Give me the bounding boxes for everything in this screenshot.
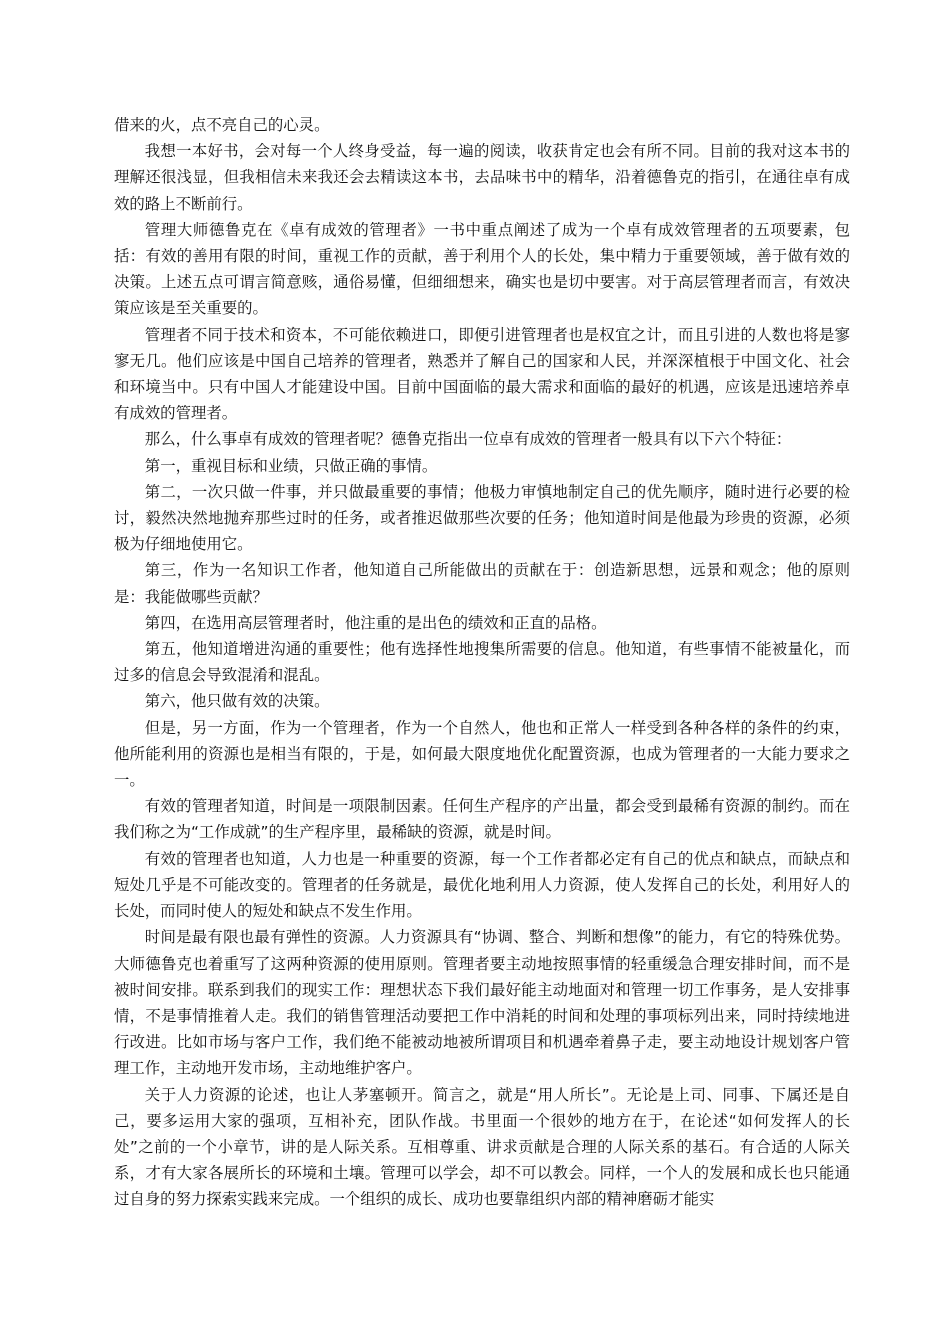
paragraph-trait-4: 第四，在选用高层管理者时，他注重的是出色的绩效和正直的品格。: [144, 613, 607, 632]
paragraph-six-traits-intro: 那么，什么事卓有成效的管理者呢？德鲁克指出一位卓有成效的管理者一般具有以下六个特征：: [144, 430, 792, 449]
paragraph-trait-6: 第六，他只做有效的决策。: [144, 692, 330, 711]
paragraph-trait-5: 第五，他知道增进沟通的重要性；他有选择性地搜集所需要的信息。他知道，有些事情不能被量化，而过多的信息会导致混淆和混乱。: [114, 640, 850, 685]
document-body: [114, 112, 850, 1213]
paragraph-time-flexibility: 时间是最有限也最有弹性的资源。人力资源具有“协调、整合、判断和想像”的能力，有它的特殊优势。大师德鲁克也着重写了这两种资源的使用原则。管理者要主动地按照事情的轻重缓急合理安排时间，而不是被时间安排。联系到我们的现实工作：理想状态下我们最好能主动地面对和管理一切工作事务，是人安排事情，不是事情推着人走。我们的销售管理活动要把工作中消耗的时间和处理的事项标列出来，同时持续地进行改进。比如市场与客户工作，我们绝不能被动地被所谓项目和机遇牵着鼻子走，要主动地设计规划客户管理工作，主动地开发市场，主动地维护客户。: [114, 928, 850, 1078]
paragraph-five-elements: 管理大师德鲁克在《卓有成效的管理者》一书中重点阐述了成为一个卓有成效管理者的五项要素，包括：有效的善用有限的时间，重视工作的贡献，善于利用个人的长处，集中精力于重要领域，善于做有效的决策。上述五点可谓言简意赅，通俗易懂，但细细想来，确实也是切中要害。对于高层管理者而言，有效决策应该是至关重要的。: [114, 220, 850, 318]
paragraph-chinese-managers: 管理者不同于技术和资本，不可能依赖进口，即便引进管理者也是权宜之计，而且引进的人数也将是寥寥无几。他们应该是中国自己培养的管理者，熟悉并了解自己的国家和人民，并深深植根于中国文化、社会和环境当中。只有中国人才能建设中国。目前中国面临的最大需求和面临的最好的机遇，应该是迅速培养卓有成效的管理者。: [114, 325, 850, 423]
paragraph-resource-constraints: 但是，另一方面，作为一个管理者，作为一个自然人，他也和正常人一样受到各种各样的条件的约束，他所能利用的资源也是相当有限的，于是，如何最大限度地优化配置资源，也成为管理者的一大能力要求之一。: [114, 718, 850, 790]
paragraph-use-strengths: 关于人力资源的论述，也让人茅塞顿开。简言之，就是“用人所长”。无论是上司、同事、下属还是自己，要多运用大家的强项，互相补充，团队作战。书里面一个很妙的地方在于，在论述“如何发挥人的长处”之前的一个小章节，讲的是人际关系。互相尊重、讲求贡献是合理的人际关系的基石。有合适的人际关系，才有大家各展所长的环境和土壤。管理可以学会，却不可以教会。同样，一个人的发展和成长也只能通过自身的努力探索实践来完成。一个组织的成长、成功也要靠组织内部的精神磨砺才能实: [114, 1085, 850, 1209]
paragraph-good-book: 我想一本好书，会对每一个人终身受益，每一遍的阅读，收获肯定也会有所不同。目前的我对这本书的理解还很浅显，但我相信未来我还会去精读这本书，去品味书中的精华，沿着德鲁克的指引，在通往卓有成效的路上不断前行。: [114, 142, 850, 213]
paragraph-trait-3: 第三，作为一名知识工作者，他知道自己所能做出的贡献在于：创造新思想，远景和观念；他的原则是：我能做哪些贡献？: [114, 561, 850, 606]
paragraph-human-resources: 有效的管理者也知道，人力也是一种重要的资源，每一个工作者都必定有自己的优点和缺点，而缺点和短处几乎是不可能改变的。管理者的任务就是，最优化地利用人力资源，使人发挥自己的长处，利用好人的长处，而同时使人的短处和缺点不发生作用。: [114, 849, 850, 921]
paragraph-continuation: 借来的火，点不亮自己的心灵。: [114, 116, 330, 134]
paragraph-trait-1: 第一，重视目标和业绩，只做正确的事情。: [144, 456, 438, 475]
paragraph-time-limit: 有效的管理者知道，时间是一项限制因素。任何生产程序的产出量，都会受到最稀有资源的制约。而在我们称之为“工作成就”的生产程序里，最稀缺的资源，就是时间。: [114, 797, 850, 842]
paragraph-trait-2: 第二，一次只做一件事，并只做最重要的事情；他极力审慎地制定自己的优先顺序，随时进行必要的检讨，毅然决然地抛弃那些过时的任务，或者推迟做那些次要的任务；他知道时间是他最为珍贵的资源，必须极为仔细地使用它。: [114, 482, 850, 554]
